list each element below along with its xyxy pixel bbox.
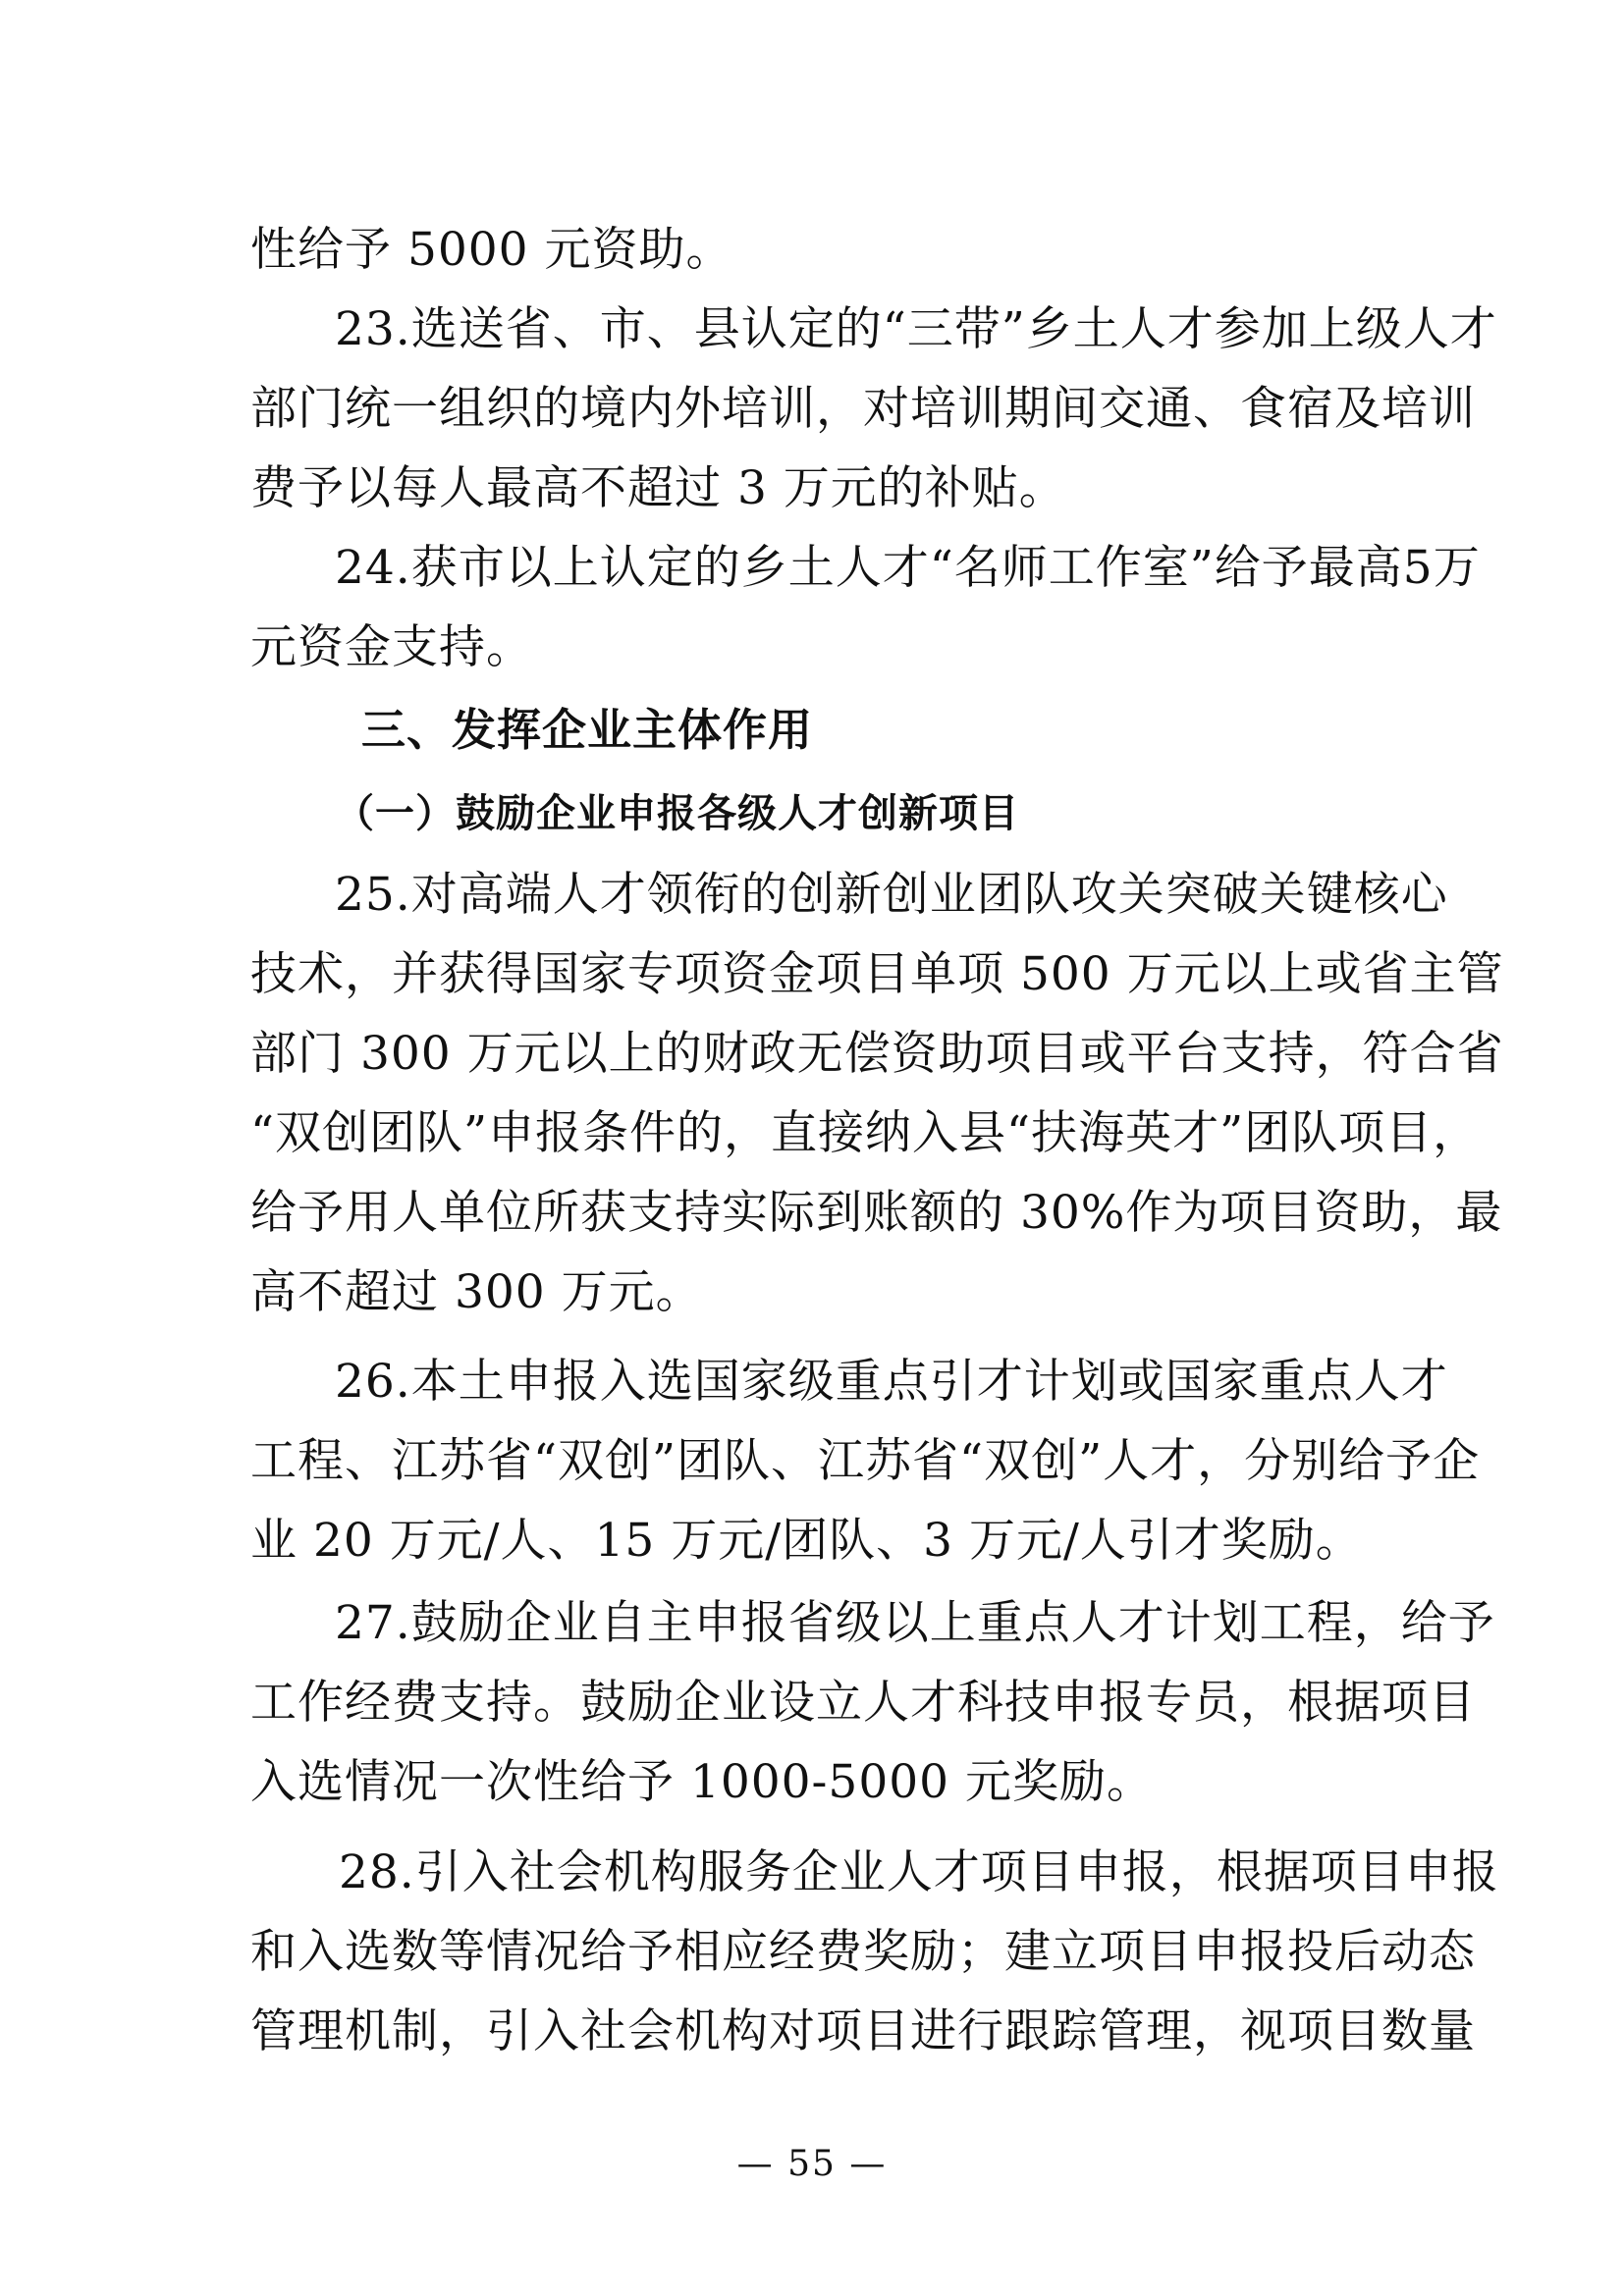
subsection-heading: （一）鼓励企业申报各级人才创新项目 xyxy=(335,791,1019,836)
item-24-line-1: 24.获市以上认定的乡土人才“名师工作室”给予最高5万 xyxy=(335,541,1481,595)
text-line: 工作经费支持。鼓励企业设立人才科技申报专员，根据项目 xyxy=(250,1676,1476,1730)
text-line: 和入选数等情况给予相应经费奖励；建立项目申报投后动态 xyxy=(250,1925,1476,1979)
text-line: 部门统一组织的境内外培训，对培训期间交通、食宿及培训 xyxy=(250,382,1476,436)
text-line: 技术，并获得国家专项资金项目单项 500 万元以上或省主管 xyxy=(250,947,1504,1001)
item-28-line-1: 28.引入社会机构服务企业人才项目申报，根据项目申报 xyxy=(339,1845,1499,1899)
text-line: 费予以每人最高不超过 3 万元的补贴。 xyxy=(250,461,1066,515)
item-23-line-1: 23.选送省、市、县认定的“三带”乡土人才参加上级人才 xyxy=(335,302,1497,356)
page-number: — 55 — xyxy=(736,2144,888,2184)
text-line: 入选情况一次性给予 1000-5000 元奖励。 xyxy=(250,1755,1154,1809)
text-line: 管理机制，引入社会机构对项目进行跟踪管理，视项目数量 xyxy=(250,2004,1476,2058)
item-25-line-1: 25.对高端人才领衔的创新创业团队攻关突破关键核心 xyxy=(335,868,1448,922)
section-heading: 三、发挥企业主体作用 xyxy=(361,704,814,756)
text-line: 给予用人单位所获支持实际到账额的 30%作为项目资助，最 xyxy=(250,1186,1503,1240)
item-26-line-1: 26.本土申报入选国家级重点引才计划或国家重点人才 xyxy=(335,1355,1448,1409)
text-line: “双创团队”申报条件的，直接纳入县“扶海英才”团队项目， xyxy=(250,1106,1481,1160)
text-line: 元资金支持。 xyxy=(250,620,533,674)
text-line: 性给予 5000 元资助。 xyxy=(250,223,733,277)
text-line: 部门 300 万元以上的财政无偿资助项目或平台支持，符合省 xyxy=(250,1027,1504,1081)
text-line: 业 20 万元/人、15 万元/团队、3 万元/人引才奖励。 xyxy=(250,1514,1363,1568)
text-line: 高不超过 300 万元。 xyxy=(250,1265,703,1319)
text-line: 工程、江苏省“双创”团队、江苏省“双创”人才，分别给予企 xyxy=(250,1434,1481,1488)
item-27-line-1: 27.鼓励企业自主申报省级以上重点人才计划工程，给予 xyxy=(335,1596,1495,1650)
